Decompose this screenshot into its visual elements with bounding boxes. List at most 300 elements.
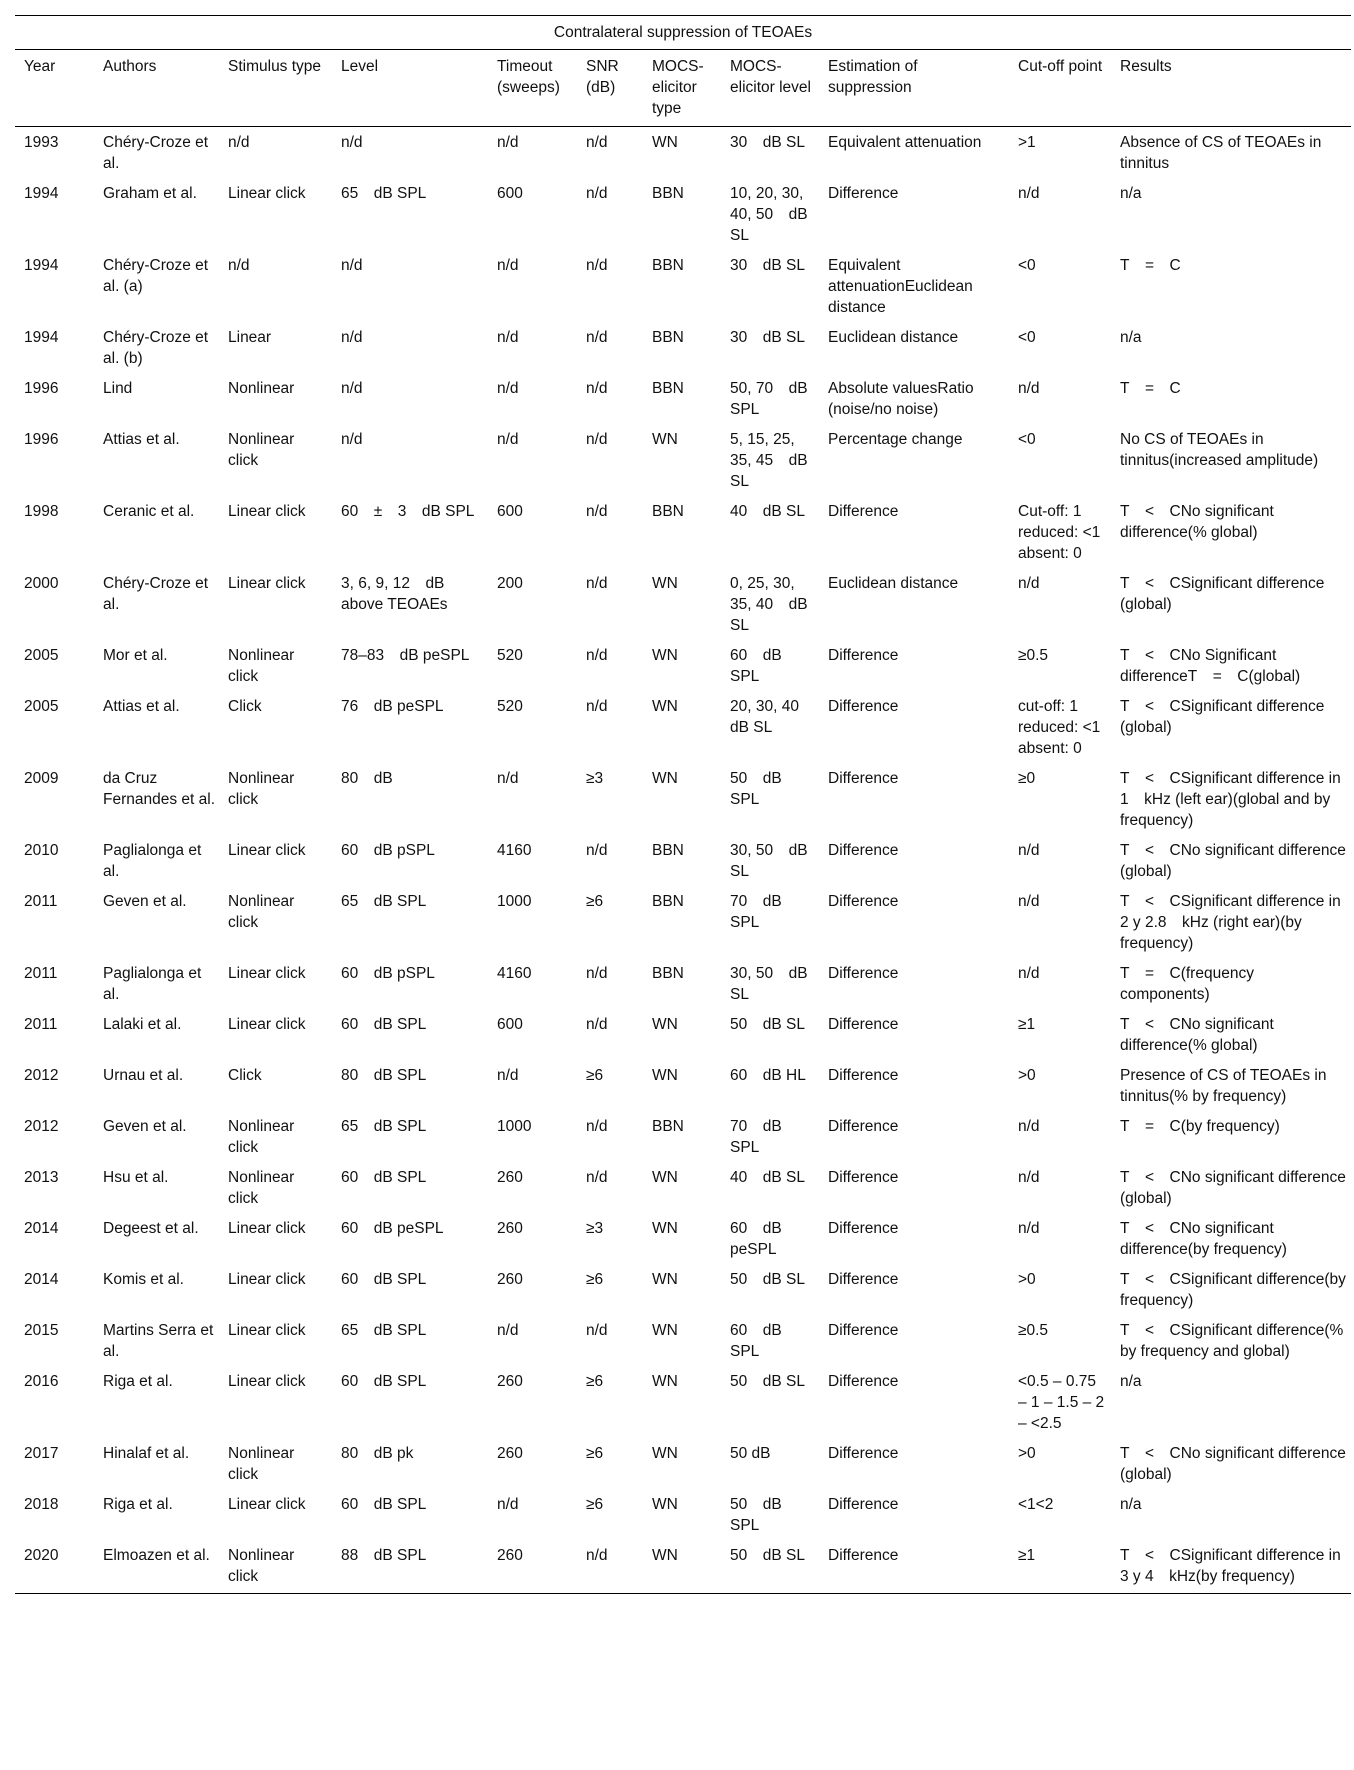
cell-results: Presence of CS of TEOAEs in tinnitus(% by frequency) xyxy=(1120,1067,1327,1105)
cell-mocs-elicitor-level: 60 dB HL xyxy=(730,1067,806,1084)
cell-level: n/d xyxy=(341,380,363,397)
cell-cut-off-point: n/d xyxy=(1018,185,1040,202)
cell-estimation-of-suppression: Difference xyxy=(828,965,899,982)
cell-authors: Urnau et al. xyxy=(103,1067,184,1084)
cell-mocs-elicitor-type: BBN xyxy=(652,503,684,520)
cell-estimation-of-suppression: Difference xyxy=(819,1540,1009,1594)
cell-cut-off-point: ≥0 xyxy=(1018,770,1036,787)
table-row xyxy=(15,424,1351,496)
table-row xyxy=(15,1315,1351,1366)
cell-authors: Chéry-Croze et al. (b) xyxy=(103,329,209,367)
cell-snr: n/d xyxy=(586,575,608,592)
cell-timeout: n/d xyxy=(497,770,519,787)
cell-year: 2013 xyxy=(24,1169,59,1186)
cell-timeout: 600 xyxy=(497,185,523,202)
cell-mocs-elicitor-type: WN xyxy=(652,1067,678,1084)
cell-mocs-elicitor-type: WN xyxy=(643,1540,721,1594)
cell-level: 60 dB SPL xyxy=(341,1271,427,1288)
cell-results: No CS of TEOAEs in tinnitus(increased amplitude) xyxy=(1120,431,1319,469)
cell-level: 65 dB SPL xyxy=(341,1118,427,1135)
cell-snr: n/d xyxy=(586,1016,608,1033)
cell-year: 1994 xyxy=(24,185,59,202)
cell-mocs-elicitor-level: 0, 25, 30, 35, 40 dB SL xyxy=(730,575,808,634)
cell-stimulus-type: Click xyxy=(228,1067,262,1084)
cell-cut-off-point: <1<2 xyxy=(1018,1496,1054,1513)
cell-snr: n/d xyxy=(586,431,608,448)
cell-timeout: n/d xyxy=(497,257,519,274)
cell-mocs-elicitor-level: 5, 15, 25, 35, 45 dB SL xyxy=(730,431,808,490)
cell-estimation-of-suppression: Difference xyxy=(828,770,899,787)
cell-timeout: n/d xyxy=(497,134,519,151)
cell-year: 1994 xyxy=(24,329,59,346)
cell-stimulus-type: Nonlinear xyxy=(228,380,295,397)
table-row xyxy=(15,1162,1351,1213)
cell-estimation-of-suppression: Difference xyxy=(828,503,899,520)
cell-year: 1996 xyxy=(24,431,59,448)
cell-estimation-of-suppression: Difference xyxy=(828,647,899,664)
cell-timeout: 260 xyxy=(497,1373,523,1390)
table-row xyxy=(15,1111,1351,1162)
table-row xyxy=(15,1009,1351,1060)
cell-authors: Geven et al. xyxy=(103,893,187,910)
cell-level: n/d xyxy=(341,431,363,448)
cell-authors: Lalaki et al. xyxy=(103,1016,182,1033)
cell-cut-off-point: n/d xyxy=(1018,842,1040,859)
cell-stimulus-type: Nonlinear click xyxy=(228,893,295,931)
cell-authors: Chéry-Croze et al. xyxy=(103,575,209,613)
cell-estimation-of-suppression: Difference xyxy=(828,1118,899,1135)
cell-mocs-elicitor-level: 50 dB SPL xyxy=(730,1496,782,1534)
table-row xyxy=(15,1366,1351,1438)
cell-mocs-elicitor-type: BBN xyxy=(652,1118,684,1135)
cell-snr: ≥6 xyxy=(586,1271,604,1288)
cell-mocs-elicitor-level: 50 dB SL xyxy=(730,1373,805,1390)
table-row xyxy=(15,1213,1351,1264)
cell-mocs-elicitor-type: BBN xyxy=(652,185,684,202)
header-row xyxy=(15,50,1351,127)
cell-level: 88 dB SPL xyxy=(332,1540,488,1594)
cell-results: T < CSignificant difference(% by frequency and global) xyxy=(1120,1322,1344,1360)
cell-authors: Hinalaf et al. xyxy=(103,1445,190,1462)
header-timeout: Timeout (sweeps) xyxy=(488,50,577,127)
cell-results: n/a xyxy=(1120,185,1142,202)
cell-authors: Elmoazen et al. xyxy=(94,1540,219,1594)
cell-year: 2005 xyxy=(24,698,59,715)
cell-estimation-of-suppression: Difference xyxy=(828,185,899,202)
cell-cut-off-point: Cut-off: 1 reduced: <1 absent: 0 xyxy=(1018,503,1101,562)
cell-results: T = C xyxy=(1120,380,1181,397)
cell-year: 2009 xyxy=(24,770,59,787)
cell-level: 78–83 dB peSPL xyxy=(341,647,470,664)
cell-results: T < CSignificant difference in 1 kHz (left ear)(global and by frequency) xyxy=(1120,770,1341,829)
cell-authors: Komis et al. xyxy=(103,1271,184,1288)
cell-year: 2017 xyxy=(24,1445,59,1462)
cell-level: 3, 6, 9, 12 dB above TEOAEs xyxy=(341,575,448,613)
cell-estimation-of-suppression: Difference xyxy=(828,1373,899,1390)
cell-year: 1994 xyxy=(24,257,59,274)
table-row xyxy=(15,1264,1351,1315)
cell-timeout: 260 xyxy=(488,1540,577,1594)
cell-year: 2005 xyxy=(24,647,59,664)
cell-stimulus-type: Linear click xyxy=(228,185,306,202)
cell-mocs-elicitor-type: WN xyxy=(652,431,678,448)
cell-mocs-elicitor-type: WN xyxy=(652,1169,678,1186)
cell-level: 65 dB SPL xyxy=(341,893,427,910)
cell-snr: n/d xyxy=(586,380,608,397)
header-cut-off-point: Cut-off point xyxy=(1009,50,1111,127)
table-row xyxy=(15,1489,1351,1540)
cell-level: 60 dB pSPL xyxy=(341,842,435,859)
table-row xyxy=(15,1438,1351,1489)
cell-year: 2010 xyxy=(24,842,59,859)
cell-snr: n/d xyxy=(586,185,608,202)
cell-mocs-elicitor-type: WN xyxy=(652,1445,678,1462)
cell-timeout: n/d xyxy=(497,1322,519,1339)
header-year: Year xyxy=(15,50,94,127)
cell-stimulus-type: Nonlinear click xyxy=(228,1445,295,1483)
cell-estimation-of-suppression: Equivalent attenuationEuclidean distance xyxy=(828,257,973,316)
table-row xyxy=(15,127,1351,179)
cell-results: Absence of CS of TEOAEs in tinnitus xyxy=(1120,134,1322,172)
cell-timeout: 260 xyxy=(497,1169,523,1186)
cell-stimulus-type: Linear click xyxy=(228,1271,306,1288)
cell-results: n/a xyxy=(1120,1496,1142,1513)
cell-mocs-elicitor-level: 30, 50 dB SL xyxy=(730,965,808,1003)
cell-authors: Hsu et al. xyxy=(103,1169,169,1186)
cell-level: n/d xyxy=(341,134,363,151)
cell-snr: ≥3 xyxy=(586,1220,604,1237)
cell-cut-off-point: n/d xyxy=(1018,1220,1040,1237)
cell-authors: Riga et al. xyxy=(103,1373,173,1390)
cell-authors: Lind xyxy=(103,380,133,397)
cell-cut-off-point: cut-off: 1 reduced: <1 absent: 0 xyxy=(1018,698,1101,757)
cell-snr: n/d xyxy=(586,329,608,346)
cell-stimulus-type: Linear click xyxy=(228,503,306,520)
cell-level: 60 dB SPL xyxy=(341,1016,427,1033)
cell-year: 2014 xyxy=(24,1220,59,1237)
cell-cut-off-point: <0 xyxy=(1018,257,1036,274)
cell-estimation-of-suppression: Difference xyxy=(828,698,899,715)
cell-authors: Graham et al. xyxy=(103,185,197,202)
cell-estimation-of-suppression: Difference xyxy=(828,1271,899,1288)
cell-level: 60 dB SPL xyxy=(341,1373,427,1390)
cell-timeout: 520 xyxy=(497,698,523,715)
cell-snr: ≥6 xyxy=(586,1445,604,1462)
cell-results: T = C(frequency components) xyxy=(1120,965,1254,1003)
cell-timeout: 600 xyxy=(497,1016,523,1033)
cell-timeout: 200 xyxy=(497,575,523,592)
teoae-suppression-table xyxy=(15,15,1351,1594)
table-body xyxy=(15,127,1351,1594)
cell-year: 2012 xyxy=(24,1067,59,1084)
cell-cut-off-point: ≥0.5 xyxy=(1018,647,1049,664)
cell-snr: ≥3 xyxy=(586,770,604,787)
cell-mocs-elicitor-level: 60 dB SPL xyxy=(730,647,782,685)
cell-estimation-of-suppression: Difference xyxy=(828,893,899,910)
cell-estimation-of-suppression: Difference xyxy=(828,1220,899,1237)
cell-cut-off-point: <0.5 – 0.75 – 1 – 1.5 – 2 – <2.5 xyxy=(1018,1373,1105,1432)
cell-mocs-elicitor-type: BBN xyxy=(652,257,684,274)
cell-level: n/d xyxy=(341,257,363,274)
cell-estimation-of-suppression: Euclidean distance xyxy=(828,329,959,346)
cell-stimulus-type: Linear click xyxy=(228,1322,306,1339)
cell-mocs-elicitor-type: WN xyxy=(652,1220,678,1237)
cell-snr: n/d xyxy=(586,842,608,859)
cell-cut-off-point: ≥0.5 xyxy=(1018,1322,1049,1339)
cell-mocs-elicitor-type: WN xyxy=(652,770,678,787)
cell-authors: Martins Serra et al. xyxy=(103,1322,214,1360)
cell-level: 76 dB peSPL xyxy=(341,698,444,715)
cell-snr: ≥6 xyxy=(586,1373,604,1390)
cell-authors: da Cruz Fernandes et al. xyxy=(103,770,216,808)
cell-year: 2018 xyxy=(24,1496,59,1513)
cell-level: 60 dB SPL xyxy=(341,1496,427,1513)
cell-snr: n/d xyxy=(586,698,608,715)
cell-snr: n/d xyxy=(586,257,608,274)
cell-timeout: 260 xyxy=(497,1220,523,1237)
header-results: Results xyxy=(1111,50,1351,127)
table-row xyxy=(15,250,1351,322)
cell-results: T < CSignificant difference in 3 y 4 kHz(by frequency) xyxy=(1111,1540,1351,1594)
cell-stimulus-type: Linear click xyxy=(228,1220,306,1237)
cell-level: 80 dB pk xyxy=(341,1445,414,1462)
cell-authors: Chéry-Croze et al. (a) xyxy=(103,257,209,295)
cell-authors: Paglialonga et al. xyxy=(103,965,202,1003)
cell-results: T < CSignificant difference (global) xyxy=(1120,575,1325,613)
cell-stimulus-type: Linear click xyxy=(228,1496,306,1513)
cell-estimation-of-suppression: Difference xyxy=(828,1169,899,1186)
cell-year: 2014 xyxy=(24,1271,59,1288)
cell-mocs-elicitor-level: 10, 20, 30, 40, 50 dB SL xyxy=(730,185,808,244)
cell-year: 2020 xyxy=(15,1540,94,1594)
cell-year: 1998 xyxy=(24,503,59,520)
cell-snr: ≥6 xyxy=(586,893,604,910)
table-row xyxy=(15,373,1351,424)
cell-mocs-elicitor-type: WN xyxy=(652,1016,678,1033)
cell-cut-off-point: n/d xyxy=(1018,1118,1040,1135)
cell-timeout: 260 xyxy=(497,1271,523,1288)
cell-results: T < CSignificant difference(by frequency) xyxy=(1120,1271,1346,1309)
cell-mocs-elicitor-type: BBN xyxy=(652,893,684,910)
cell-timeout: 260 xyxy=(497,1445,523,1462)
cell-level: 80 dB xyxy=(341,770,393,787)
cell-results: T < CNo significant difference (global) xyxy=(1120,1445,1346,1483)
cell-cut-off-point: n/d xyxy=(1018,1169,1040,1186)
cell-mocs-elicitor-level: 50 dB xyxy=(730,1445,771,1462)
cell-snr: ≥6 xyxy=(586,1496,604,1513)
cell-authors: Ceranic et al. xyxy=(103,503,195,520)
table-row xyxy=(15,763,1351,835)
table-title: Contralateral suppression of TEOAEs xyxy=(15,15,1351,50)
cell-year: 2011 xyxy=(24,893,58,910)
cell-mocs-elicitor-level: 70 dB SPL xyxy=(730,893,782,931)
cell-estimation-of-suppression: Euclidean distance xyxy=(828,575,959,592)
cell-snr: n/d xyxy=(586,1118,608,1135)
cell-timeout: 4160 xyxy=(497,842,532,859)
cell-snr: n/d xyxy=(586,965,608,982)
cell-stimulus-type: n/d xyxy=(228,257,250,274)
cell-results: T < CSignificant difference in 2 y 2.8 kHz (right ear)(by frequency) xyxy=(1120,893,1341,952)
cell-cut-off-point: >1 xyxy=(1018,134,1036,151)
cell-cut-off-point: ≥1 xyxy=(1009,1540,1111,1594)
cell-results: T < CNo significant difference(by frequency) xyxy=(1120,1220,1287,1258)
cell-timeout: 4160 xyxy=(497,965,532,982)
cell-mocs-elicitor-level: 70 dB SPL xyxy=(730,1118,782,1156)
cell-estimation-of-suppression: Absolute valuesRatio (noise/no noise) xyxy=(828,380,974,418)
cell-authors: Degeest et al. xyxy=(103,1220,199,1237)
cell-authors: Attias et al. xyxy=(103,431,180,448)
cell-results: T = C(by frequency) xyxy=(1120,1118,1280,1135)
table-row xyxy=(15,178,1351,250)
cell-estimation-of-suppression: Percentage change xyxy=(828,431,963,448)
cell-cut-off-point: n/d xyxy=(1018,965,1040,982)
cell-mocs-elicitor-level: 50 dB SPL xyxy=(730,770,782,808)
header-estimation-of-suppression: Estimation of suppression xyxy=(819,50,1009,127)
table-container xyxy=(15,15,1351,1594)
cell-stimulus-type: Linear xyxy=(228,329,272,346)
cell-mocs-elicitor-type: WN xyxy=(652,1322,678,1339)
cell-estimation-of-suppression: Difference xyxy=(828,842,899,859)
cell-level: 60 dB peSPL xyxy=(341,1220,444,1237)
cell-results: T = C xyxy=(1120,257,1181,274)
cell-mocs-elicitor-type: BBN xyxy=(652,329,684,346)
table-row xyxy=(15,835,1351,886)
header-stimulus-type: Stimulus type xyxy=(219,50,332,127)
cell-stimulus-type: Linear click xyxy=(228,1373,306,1390)
cell-estimation-of-suppression: Equivalent attenuation xyxy=(828,134,982,151)
table-row xyxy=(15,322,1351,373)
table-row xyxy=(15,1060,1351,1111)
cell-cut-off-point: n/d xyxy=(1018,575,1040,592)
cell-year: 1993 xyxy=(24,134,59,151)
table-row xyxy=(15,496,1351,568)
header-level: Level xyxy=(332,50,488,127)
cell-stimulus-type: Nonlinear click xyxy=(228,1169,295,1207)
cell-results: n/a xyxy=(1120,1373,1142,1390)
cell-mocs-elicitor-type: WN xyxy=(652,647,678,664)
cell-authors: Mor et al. xyxy=(103,647,168,664)
cell-year: 2000 xyxy=(24,575,59,592)
cell-timeout: n/d xyxy=(497,1067,519,1084)
cell-level: 60 ± 3 dB SPL xyxy=(341,503,475,520)
cell-stimulus-type: Nonlinear click xyxy=(228,431,295,469)
cell-level: 60 dB SPL xyxy=(341,1169,427,1186)
cell-mocs-elicitor-type: WN xyxy=(652,1271,678,1288)
cell-estimation-of-suppression: Difference xyxy=(828,1067,899,1084)
cell-mocs-elicitor-level: 60 dB SPL xyxy=(730,1322,782,1360)
cell-results: T < CNo Significant differenceT = C(global) xyxy=(1120,647,1301,685)
cell-level: 60 dB pSPL xyxy=(341,965,435,982)
cell-authors: Paglialonga et al. xyxy=(103,842,202,880)
cell-results: T < CNo significant difference(% global) xyxy=(1120,1016,1274,1054)
cell-year: 2011 xyxy=(24,965,58,982)
cell-authors: Chéry-Croze et al. xyxy=(103,134,209,172)
cell-snr: n/d xyxy=(586,647,608,664)
cell-mocs-elicitor-level: 50, 70 dB SPL xyxy=(730,380,808,418)
cell-results: T < CSignificant difference (global) xyxy=(1120,698,1325,736)
cell-stimulus-type: Linear click xyxy=(228,1016,306,1033)
cell-mocs-elicitor-level: 40 dB SL xyxy=(730,1169,805,1186)
cell-cut-off-point: <0 xyxy=(1018,329,1036,346)
cell-year: 2015 xyxy=(24,1322,59,1339)
cell-mocs-elicitor-type: WN xyxy=(652,575,678,592)
cell-timeout: 1000 xyxy=(497,1118,532,1135)
cell-authors: Riga et al. xyxy=(103,1496,173,1513)
cell-snr: n/d xyxy=(577,1540,643,1594)
cell-year: 2016 xyxy=(24,1373,59,1390)
cell-estimation-of-suppression: Difference xyxy=(828,1016,899,1033)
cell-mocs-elicitor-level: 30 dB SL xyxy=(730,134,805,151)
cell-cut-off-point: n/d xyxy=(1018,380,1040,397)
cell-stimulus-type: n/d xyxy=(228,134,250,151)
cell-snr: n/d xyxy=(586,503,608,520)
cell-year: 2011 xyxy=(24,1016,58,1033)
cell-stimulus-type: Click xyxy=(228,698,262,715)
cell-stimulus-type: Linear click xyxy=(228,575,306,592)
table-row xyxy=(15,886,1351,958)
cell-timeout: n/d xyxy=(497,431,519,448)
cell-level: 65 dB SPL xyxy=(341,1322,427,1339)
header-authors: Authors xyxy=(94,50,219,127)
cell-stimulus-type: Nonlinear click xyxy=(228,647,295,685)
table-row xyxy=(15,640,1351,691)
cell-mocs-elicitor-type: BBN xyxy=(652,842,684,859)
cell-timeout: 520 xyxy=(497,647,523,664)
cell-cut-off-point: >0 xyxy=(1018,1445,1036,1462)
cell-year: 2012 xyxy=(24,1118,59,1135)
cell-snr: n/d xyxy=(586,1169,608,1186)
cell-mocs-elicitor-level: 30, 50 dB SL xyxy=(730,842,808,880)
cell-cut-off-point: ≥1 xyxy=(1018,1016,1036,1033)
cell-timeout: n/d xyxy=(497,1496,519,1513)
cell-mocs-elicitor-level: 50 dB SL xyxy=(730,1016,805,1033)
cell-mocs-elicitor-type: WN xyxy=(652,1373,678,1390)
header-mocs-elicitor-type: MOCS-elicitor type xyxy=(643,50,721,127)
cell-timeout: n/d xyxy=(497,329,519,346)
cell-mocs-elicitor-level: 30 dB SL xyxy=(730,257,805,274)
cell-results: T < CNo significant difference (global) xyxy=(1120,842,1346,880)
cell-cut-off-point: >0 xyxy=(1018,1067,1036,1084)
cell-estimation-of-suppression: Difference xyxy=(828,1322,899,1339)
table-row xyxy=(15,691,1351,763)
cell-authors: Attias et al. xyxy=(103,698,180,715)
cell-stimulus-type: Linear click xyxy=(228,842,306,859)
cell-snr: ≥6 xyxy=(586,1067,604,1084)
cell-stimulus-type: Nonlinear click xyxy=(219,1540,332,1594)
cell-timeout: 600 xyxy=(497,503,523,520)
cell-level: n/d xyxy=(341,329,363,346)
cell-authors: Geven et al. xyxy=(103,1118,187,1135)
cell-stimulus-type: Nonlinear click xyxy=(228,770,295,808)
cell-cut-off-point: n/d xyxy=(1018,893,1040,910)
cell-results: T < CNo significant difference (global) xyxy=(1120,1169,1346,1207)
cell-estimation-of-suppression: Difference xyxy=(828,1445,899,1462)
cell-timeout: 1000 xyxy=(497,893,532,910)
cell-cut-off-point: >0 xyxy=(1018,1271,1036,1288)
cell-stimulus-type: Nonlinear click xyxy=(228,1118,295,1156)
cell-mocs-elicitor-type: BBN xyxy=(652,965,684,982)
cell-mocs-elicitor-level: 50 dB SL xyxy=(721,1540,819,1594)
cell-mocs-elicitor-level: 60 dB peSPL xyxy=(730,1220,782,1258)
table-row xyxy=(15,568,1351,640)
cell-stimulus-type: Linear click xyxy=(228,965,306,982)
cell-mocs-elicitor-level: 30 dB SL xyxy=(730,329,805,346)
table-row xyxy=(15,958,1351,1009)
cell-mocs-elicitor-level: 40 dB SL xyxy=(730,503,805,520)
cell-mocs-elicitor-type: WN xyxy=(652,1496,678,1513)
cell-mocs-elicitor-type: WN xyxy=(652,698,678,715)
cell-snr: n/d xyxy=(586,1322,608,1339)
